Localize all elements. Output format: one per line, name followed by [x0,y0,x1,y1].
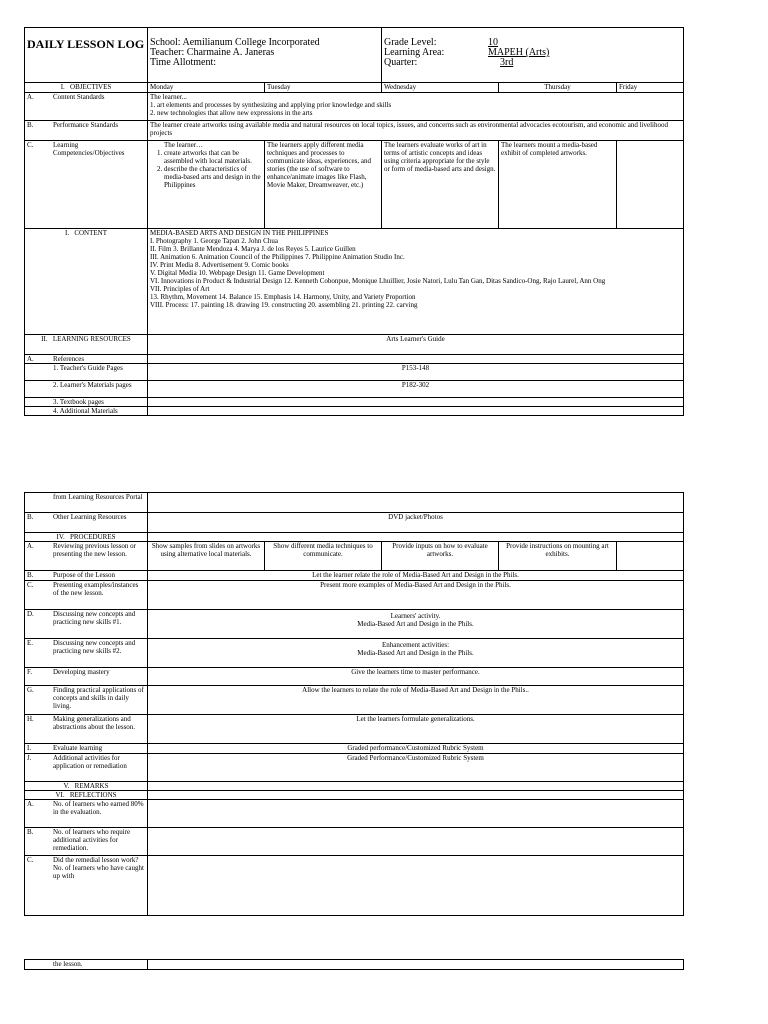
procedure-row-i [25,744,684,754]
learning-resources-heading: II. LEARNING RESOURCES [25,335,148,355]
learning-resources-row [25,335,684,355]
row-label: 3. Textbook pages [25,398,148,407]
row-label: from Learning Resources Portal [25,493,148,513]
competency-thursday: The learners mount a media-based exhibit of completed artworks. [499,141,617,229]
procedure-value: Give the learners time to master performance. [148,668,684,686]
procedure-row-j [25,754,684,782]
row-label: Developing mastery [53,668,110,676]
day-wednesday: Wednesday [382,83,499,93]
row-letter: D. [27,610,34,618]
content-standards-row [25,93,684,121]
area-label: Learning Area: [384,47,445,58]
row-label: Evaluate learning [53,744,103,752]
row-label: Finding practical applications of concepts and skills in daily living. [53,686,144,710]
lesson-log-table-top [24,27,684,416]
procedure-a-wednesday: Provide inputs on how to evaluate artworks. [382,542,499,571]
header-row [25,28,684,83]
competency-tuesday: The learners apply different media techniques and processes to communicate ideas, experiences, and stories (the use of software to enhance/animate images like Flash, Movie Maker, Dreamweaver, etc.) [265,141,382,229]
row-letter: A. [27,800,34,808]
school-info [148,28,382,83]
row-label: Content Standards [53,93,105,101]
lr-portal-row [25,493,684,513]
procedure-a-monday: Show samples from slides on artworks using alternative local materials. [148,542,265,571]
row-label: 1. Teacher's Guide Pages [25,364,148,381]
procedure-value: Let the learner relate the role of Media-Based Art and Design in the Phils. [148,571,684,581]
additional-materials-row [25,407,684,416]
row-label: Making generalizations and abstractions about the lesson. [53,715,136,731]
row-letter: B. [27,121,34,129]
procedure-row-c [25,581,684,610]
row-letter: G. [27,686,34,694]
row-letter: F. [27,668,33,676]
day-tuesday: Tuesday [265,83,382,93]
learning-resources-value: Arts Learner's Guide [148,335,684,355]
row-letter: C. [27,581,34,589]
grade-label: Grade Level: [384,37,437,48]
row-label: No. of learners who earned 80% in the evaluation. [53,800,144,816]
row-letter: C. [27,856,34,864]
procedure-row-h [25,715,684,744]
row-label: 2. Learner's Materials pages [25,381,148,398]
row-label: Presenting examples/instances of the new lesson. [53,581,139,597]
row-label: Learning Competencies/Objectives [53,141,125,157]
procedure-value: Graded Performance/Customized Rubric System [148,754,684,782]
content-standards-text: The learner... 1. art elements and processes by synthesizing and applying prior knowledge and skills 2. new technologies that allow new expressions in the arts [148,93,684,121]
procedure-a-tuesday: Show different media techniques to communicate. [265,542,382,571]
lesson-log-table-middle [24,492,684,916]
reflections-row [25,791,684,800]
days-row [25,83,684,93]
performance-standards-text: The learner create artworks using available media and natural resources on local topics, issues, and concerns such as environmental advocacies ecotourism, and economic and livelihood projects [148,121,684,141]
row-letter: E. [27,639,34,647]
learners-materials-pages: P182-302 [148,381,684,398]
row-label: No. of learners who require additional activities for remediation. [53,828,131,852]
page-title: DAILY LESSON LOG [25,28,148,83]
performance-standards-row [25,121,684,141]
day-friday: Friday [617,83,684,93]
procedure-value: Graded performance/Customized Rubric System [148,744,684,754]
teachers-guide-row [25,364,684,381]
procedure-value: Let the learners formulate generalizations. [148,715,684,744]
remarks-row [25,782,684,791]
row-label: Discussing new concepts and practicing new skills #2. [53,639,136,655]
competencies-row [25,141,684,229]
school-name: School: Aemilianum College Incorporated [150,37,320,48]
procedure-value: Enhancement activities: Media-Based Art and Design in the Phils. [148,639,684,668]
lesson-log-table-bottom [24,959,684,970]
row-letter: B. [27,571,34,579]
reflection-row-b [25,828,684,856]
grade-value: 10 [488,37,498,48]
reflections-heading: VI. REFLECTIONS [25,791,148,800]
quarter-label: Quarter: [384,57,418,68]
row-letter: I. [27,744,32,752]
reflection-row-a [25,800,684,828]
competency-monday: The learner… 1. create artworks that can be assembled with local materials. 2. describe the characteristics of media-based arts and design in the Philippines [148,141,265,229]
content-row [25,229,684,335]
procedure-row-g [25,686,684,715]
procedure-row-f [25,668,684,686]
row-label: Did the remedial lesson work? No. of learners who have caught up with [53,856,144,880]
quarter-value: 3rd [500,57,514,68]
reflection-row-c-continued [25,960,684,970]
procedure-row-e [25,639,684,668]
objectives-heading: I. OBJECTIVES [25,83,148,93]
row-label: Discussing new concepts and practicing new skills #1. [53,610,136,626]
procedure-row-b [25,571,684,581]
time-allotment: Time Allotment: [150,57,217,68]
row-letter: C. [27,141,34,149]
content-heading: I. CONTENT [25,229,148,335]
row-label: Performance Standards [53,121,119,129]
procedure-row-a [25,542,684,571]
row-letter: A. [27,93,34,101]
other-resources-value: DVD jacket/Photos [148,513,684,533]
row-label: Purpose of the Lesson [53,571,116,579]
day-thursday: Thursday [499,83,617,93]
remarks-heading: V. REMARKS [25,782,148,791]
row-letter: B. [27,828,34,836]
row-letter: H. [27,715,34,723]
procedures-heading-row [25,533,684,542]
row-label: References [53,355,85,363]
row-letter: J. [27,754,32,762]
area-value: MAPEH (Arts) [488,47,550,58]
row-letter: A. [27,355,34,363]
row-letter: B. [27,513,34,521]
competency-wednesday: The learners evaluate works of art in terms of artistic concepts and ideas using criteria appropriate for the style or form of media-based arts and design. [382,141,499,229]
row-letter: A. [27,542,34,550]
row-label: Reviewing previous lesson or presenting the new lesson. [53,542,137,558]
reflection-row-c [25,856,684,916]
learners-materials-row [25,381,684,398]
row-label: Additional activities for application or remediation [53,754,127,770]
day-monday: Monday [148,83,265,93]
procedure-value: Learners' activity. Media-Based Art and Design in the Phils. [148,610,684,639]
competency-friday [617,141,684,229]
row-label: 4. Additional Materials [25,407,148,416]
procedure-value: Present more examples of Media-Based Art and Design in the Phils. [148,581,684,610]
teachers-guide-pages: P153-148 [148,364,684,381]
procedures-heading: IV. PROCEDURES [25,533,148,542]
row-label: the lesson. [25,960,148,970]
procedure-a-thursday: Provide instructions on mounting art exhibits. [499,542,617,571]
other-resources-row [25,513,684,533]
procedure-row-d [25,610,684,639]
row-label: Other Learning Resources [53,513,127,521]
teacher-name: Teacher: Charmaine A. Janeras [150,47,275,58]
textbook-row [25,398,684,407]
content-topics: MEDIA-BASED ARTS AND DESIGN IN THE PHILIPPINES I. Photography 1. George Tapan 2. John Chua II. Film 3. Brillante Mendoza 4. Marya J. de los Reyes 5. Laurice Guillen III. Animation 6. Animation Council of the Philippines 7. Philippine Animation Studio Inc. IV. Print Media 8. Advertisement 9. Comic books V. Digital Media 10. Webpage Design 11. Game Development VI. Innovations in Product & Industrial Design 12. Kenneth Cobonpue, Monique Lhuillier, Josie Natori, Lulu Tan Gan, Ditas Sandico-Ong, Rajo Laurel, Ann Ong VII. Principles of Art 13. Rhythm, Movement 14. Balance 15. Emphasis 14. Harmony, Unity, and Variety Proportion VIII. Process: 17. painting 18. drawing 19. constructing 20. assembling 21. printing 22. carving [148,229,684,335]
references-row [25,355,684,364]
class-info [382,28,684,83]
procedure-value: Allow the learners to relate the role of Media-Based Art and Design in the Phils.. [148,686,684,715]
